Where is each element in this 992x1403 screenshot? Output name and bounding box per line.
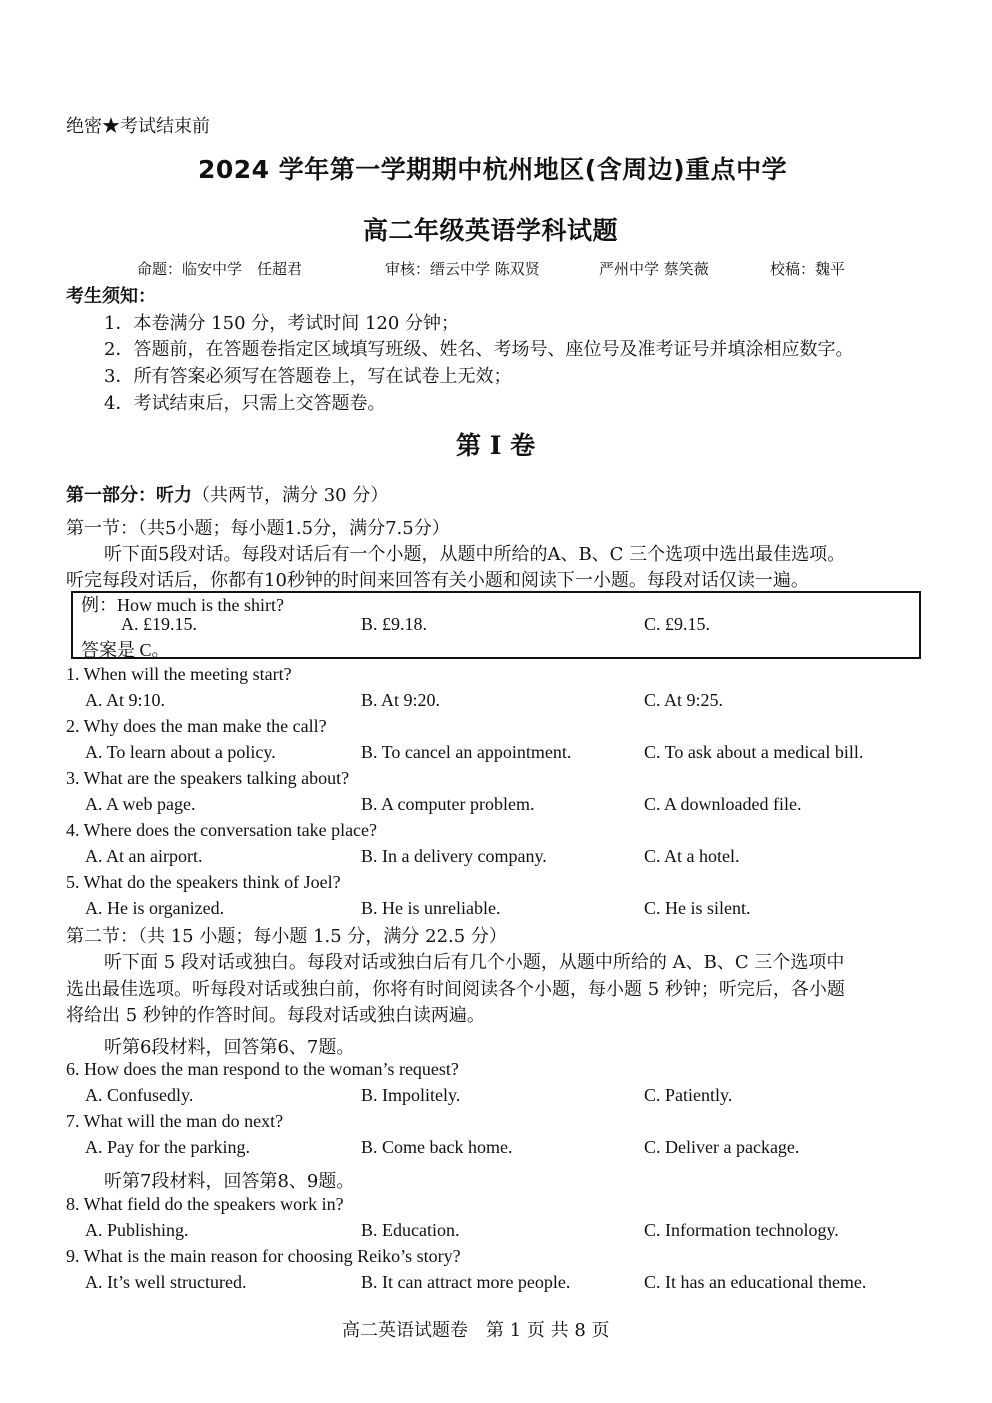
- option-b: B. A computer problem.: [361, 794, 535, 814]
- exam-subtitle: 高二年级英语学科试题: [363, 216, 619, 245]
- option-a: A. Publishing.: [85, 1220, 189, 1240]
- credit-review2: 严州中学 蔡笑薇: [599, 260, 709, 278]
- question: 1. When will the meeting start?: [66, 664, 292, 684]
- example-option-b: B. £9.18.: [361, 614, 428, 634]
- option-c: C. It has an educational theme.: [644, 1272, 867, 1292]
- option-b: B. To cancel an appointment.: [361, 742, 572, 762]
- question: 2. Why does the man make the call?: [66, 716, 327, 736]
- question: 7. What will the man do next?: [66, 1111, 284, 1131]
- example-question: 例：How much is the shirt?: [81, 595, 284, 615]
- option-c: C. To ask about a medical bill.: [644, 742, 864, 762]
- question: 8. What field do the speakers work in?: [66, 1194, 344, 1214]
- part1-heading-bold: 第一部分：听力: [66, 485, 192, 506]
- option-c: C. Patiently.: [644, 1085, 733, 1105]
- credit-review: 审核：缙云中学 陈双贤: [385, 260, 540, 278]
- option-c: C. A downloaded file.: [644, 794, 802, 814]
- example-option-c: C. £9.15.: [644, 614, 711, 634]
- option-c: C. Information technology.: [644, 1220, 839, 1240]
- question: 6. How does the man respond to the woman’s request?: [66, 1059, 459, 1079]
- part1-heading: [66, 481, 388, 507]
- option-c: C. Deliver a package.: [644, 1137, 800, 1157]
- material-instruction: 听第7段材料，回答第8、9题。: [104, 1171, 355, 1192]
- question: 3. What are the speakers talking about?: [66, 768, 350, 788]
- option-c: C. At 9:25.: [644, 690, 724, 710]
- option-b: B. Education.: [361, 1220, 460, 1240]
- section2-heading: 第二节：（共 15 小题；每小题 1.5 分，满分 22.5 分）: [66, 926, 507, 947]
- option-b: B. It can attract more people.: [361, 1272, 571, 1292]
- option-a: A. To learn about a policy.: [85, 742, 276, 762]
- option-a: A. At 9:10.: [85, 690, 166, 710]
- option-b: B. At 9:20.: [361, 690, 441, 710]
- option-c: C. At a hotel.: [644, 846, 740, 866]
- option-a: A. A web page.: [85, 794, 196, 814]
- option-b: B. Come back home.: [361, 1137, 513, 1157]
- part1-heading-rest: （共两节，满分 30 分）: [192, 485, 389, 506]
- volume-heading: 第 I 卷: [456, 431, 536, 460]
- option-a: A. Pay for the parking.: [85, 1137, 250, 1157]
- option-a: A. At an airport.: [85, 846, 203, 866]
- option-b: B. Impolitely.: [361, 1085, 461, 1105]
- option-b: B. He is unreliable.: [361, 898, 501, 918]
- notice-item: 2．答题前，在答题卷指定区域填写班级、姓名、考场号、座位号及准考证号并填涂相应数字。: [104, 339, 854, 360]
- notice-item: 3．所有答案必须写在答题卷上，写在试卷上无效；: [104, 366, 512, 387]
- example-option-a: A. £19.15.: [121, 614, 197, 634]
- exam-title: 2024 学年第一学期期中杭州地区(含周边)重点中学: [198, 155, 788, 184]
- credit-proof: 校稿：魏平: [770, 260, 846, 278]
- section2-instruction: 选出最佳选项。听每段对话或独白前，你将有时间阅读各个小题，每小题 5 秒钟；听完后，各小题: [66, 979, 845, 1000]
- confidential-mark: 绝密★考试结束前: [66, 116, 210, 137]
- question: 9. What is the main reason for choosing Reiko’s story?: [66, 1246, 461, 1266]
- credit-author: 命题：临安中学 任超君: [137, 260, 303, 278]
- page-footer: 高二英语试题卷 第 1 页 共 8 页: [342, 1320, 610, 1341]
- section2-instruction: 将给出 5 秒钟的作答时间。每段对话或独白读两遍。: [66, 1005, 485, 1026]
- notice-item: 1．本卷满分 150 分，考试时间 120 分钟；: [104, 313, 460, 334]
- section1-heading: 第一节：（共5小题；每小题1.5分，满分7.5分）: [66, 518, 450, 539]
- section1-instruction: 听完每段对话后，你都有10秒钟的时间来回答有关小题和阅读下一小题。每段对话仅读一遍。: [66, 570, 809, 591]
- notice-item: 4．考试结束后，只需上交答题卷。: [104, 393, 386, 414]
- example-answer: 答案是 C。: [81, 640, 170, 660]
- option-b: B. In a delivery company.: [361, 846, 547, 866]
- option-a: A. He is organized.: [85, 898, 225, 918]
- option-a: A. Confusedly.: [85, 1085, 194, 1105]
- section1-instruction: 听下面5段对话。每段对话后有一个小题，从题中所给的A、B、C 三个选项中选出最佳选项。: [104, 544, 846, 565]
- question: 4. Where does the conversation take place?: [66, 820, 378, 840]
- section2-instruction: 听下面 5 段对话或独白。每段对话或独白后有几个小题，从题中所给的 A、B、C 三个选项中: [104, 952, 845, 973]
- material-instruction: 听第6段材料，回答第6、7题。: [104, 1037, 355, 1058]
- option-a: A. It’s well structured.: [85, 1272, 247, 1292]
- question: 5. What do the speakers think of Joel?: [66, 872, 341, 892]
- notice-heading: 考生须知：: [66, 286, 156, 307]
- option-c: C. He is silent.: [644, 898, 751, 918]
